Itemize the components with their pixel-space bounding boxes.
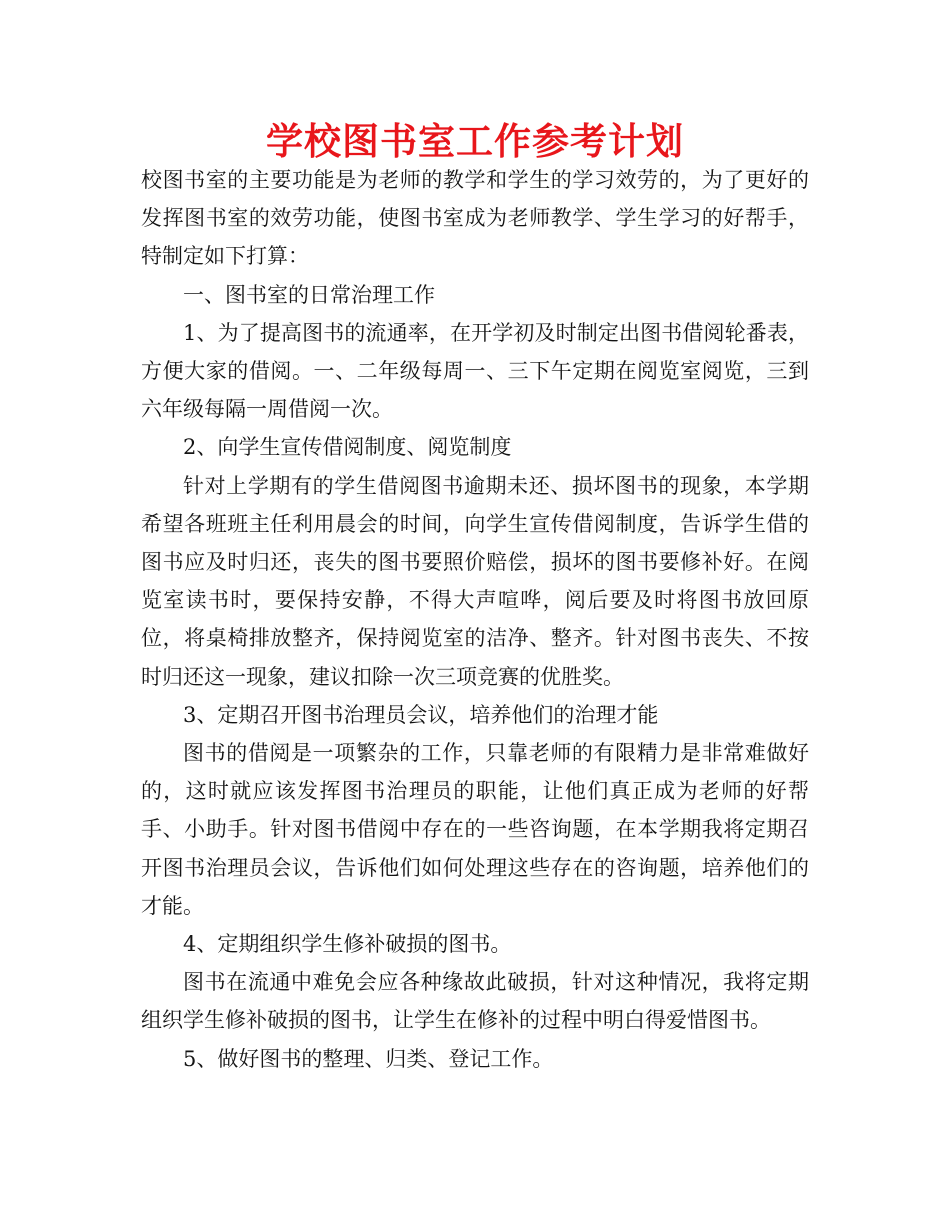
item-4-heading: 4、定期组织学生修补破损的图书。 [183,932,512,957]
item-3-heading: 3、定期召开图书治理员会议，培养他们的治理才能 [183,702,659,727]
item-5-heading: 5、做好图书的整理、归类、登记工作。 [183,1046,554,1071]
section-heading-daily-management: 一、图书室的日常治理工作 [183,282,435,307]
item-2-heading: 2、向学生宣传借阅制度、阅览制度 [183,435,512,460]
document-body [141,161,809,1078]
item-2-paragraph: 针对上学期有的学生借阅图书逾期未还、损坏图书的现象，本学期希望各班班主任利用晨会的时间，向学生宣传借阅制度，告诉学生借的图书应及时归还，丧失的图书要照价赔偿，损坏的图书要修补好。在阅览室读书时，要保持安静，不得大声喧哗，阅后要及时将图书放回原位，将桌椅排放整齐，保持阅览室的洁净、整齐。针对图书丧失、不按时归还这一现象，建议扣除一次三项竞赛的优胜奖。 [141,473,809,689]
item-4-paragraph: 图书在流通中难免会应各种缘故此破损，针对这种情况，我将定期组织学生修补破损的图书，让学生在修补的过程中明白得爱惜图书。 [141,970,809,1033]
document-title: 学校图书室工作参考计划 [266,120,684,163]
intro-paragraph: 校图书室的主要功能是为老师的教学和学生的学习效劳的，为了更好的发挥图书室的效劳功能，使图书室成为老师教学、学生学习的好帮手，特制定如下打算： [141,168,809,269]
item-1-paragraph: 1、为了提高图书的流通率，在开学初及时制定出图书借阅轮番表，方便大家的借阅。一、二年级每周一、三下午定期在阅览室阅览，三到六年级每隔一周借阅一次。 [141,320,809,422]
item-3-paragraph: 图书的借阅是一项繁杂的工作，只靠老师的有限精力是非常难做好的，这时就应该发挥图书治理员的职能，让他们真正成为老师的好帮手、小助手。针对图书借阅中存在的一些咨询题，在本学期我将定期召开图书治理员会议，告诉他们如何处理这些存在的咨询题，培养他们的才能。 [141,741,809,918]
